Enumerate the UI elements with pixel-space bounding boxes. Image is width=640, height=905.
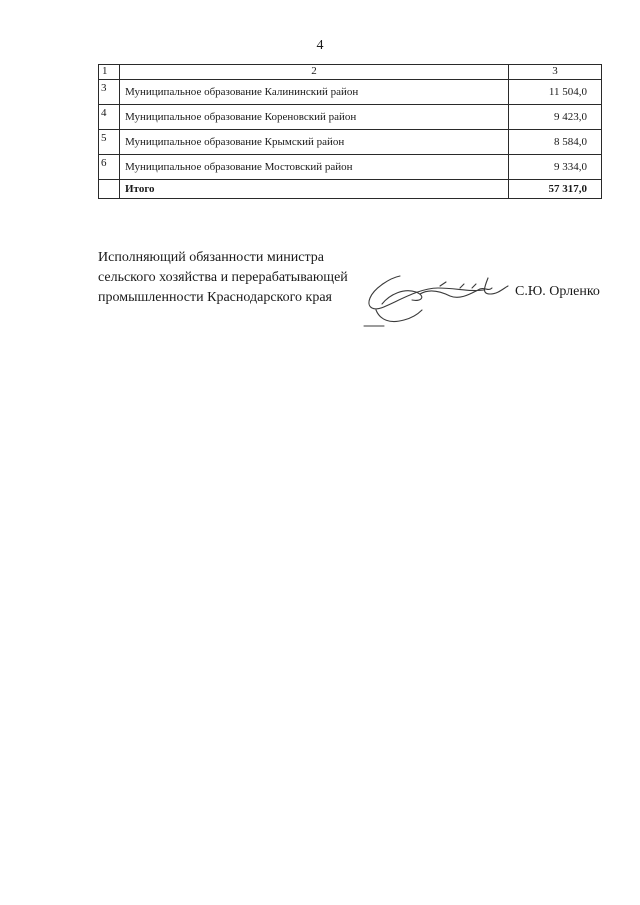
- page-number: 4: [316, 38, 324, 53]
- total-number-cell: [99, 180, 120, 199]
- row-number-cell: 6: [99, 155, 120, 180]
- header-cell-name: 2: [120, 65, 509, 80]
- allocation-table: [98, 64, 602, 199]
- row-name-cell: Муниципальное образование Крымский район: [120, 130, 509, 155]
- signature-strokes: [364, 276, 508, 326]
- row-value-cell: 11 504,0: [509, 80, 602, 105]
- row-number-cell: 5: [99, 130, 120, 155]
- handwritten-signature-icon: [360, 258, 530, 338]
- total-value-cell: 57 317,0: [509, 180, 602, 199]
- header-cell-value: 3: [509, 65, 602, 80]
- table-row: [99, 155, 602, 180]
- signatory-position: [98, 248, 348, 308]
- table-row: [99, 130, 602, 155]
- row-name-cell: Муниципальное образование Калининский район: [120, 80, 509, 105]
- row-value-cell: 9 423,0: [509, 105, 602, 130]
- table-header-row: [99, 65, 602, 80]
- row-number-cell: 3: [99, 80, 120, 105]
- row-name-cell: Муниципальное образование Кореновский район: [120, 105, 509, 130]
- total-label-cell: Итого: [120, 180, 509, 199]
- row-number-cell: 4: [99, 105, 120, 130]
- signatory-name: С.Ю. Орленко: [515, 284, 600, 299]
- position-line: промышленности Краснодарского края: [98, 290, 332, 305]
- position-line: сельского хозяйства и перерабатывающей: [98, 270, 348, 285]
- table-total-row: [99, 180, 602, 199]
- table-row: [99, 105, 602, 130]
- row-name-cell: Муниципальное образование Мостовский район: [120, 155, 509, 180]
- header-cell-number: 1: [99, 65, 120, 80]
- row-value-cell: 9 334,0: [509, 155, 602, 180]
- table-row: [99, 80, 602, 105]
- position-line: Исполняющий обязанности министра: [98, 250, 324, 265]
- row-value-cell: 8 584,0: [509, 130, 602, 155]
